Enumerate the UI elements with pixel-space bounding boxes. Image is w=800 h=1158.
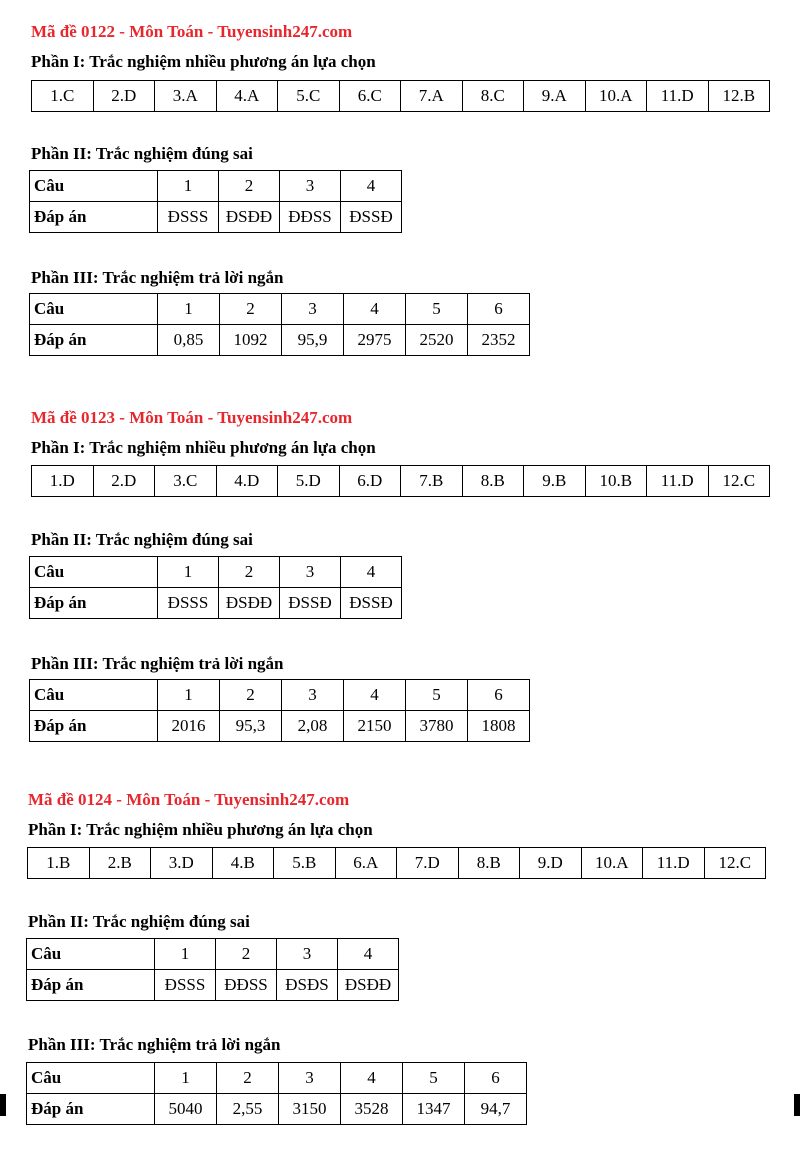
answer-cell: 2.D: [93, 81, 155, 112]
part3-answer-table: [29, 679, 530, 742]
question-number: 3: [277, 939, 338, 970]
answer-cell: 11.D: [647, 466, 709, 497]
part1-title: Phần I: Trắc nghiệm nhiều phương án lựa chọn: [28, 820, 373, 839]
table-row: [30, 680, 530, 711]
part3-title: Phần III: Trắc nghiệm trả lời ngắn: [31, 268, 284, 287]
part1-title: Phần I: Trắc nghiệm nhiều phương án lựa chọn: [31, 52, 376, 71]
answer-cell: ĐSĐS: [277, 970, 338, 1001]
answer-cell: 95,9: [282, 325, 344, 356]
question-number: 1: [158, 294, 220, 325]
table-row: [32, 81, 770, 112]
question-number: 4: [341, 171, 402, 202]
question-number: 4: [341, 557, 402, 588]
answer-cell: 9.A: [524, 81, 586, 112]
part2-title: Phần II: Trắc nghiệm đúng sai: [31, 530, 253, 549]
answer-cell: 6.C: [339, 81, 401, 112]
answer-cell: 3528: [341, 1094, 403, 1125]
part2-answer-table: [29, 556, 402, 619]
answer-cell: ĐSSS: [155, 970, 216, 1001]
answer-cell: 6.D: [339, 466, 401, 497]
answer-cell: 6.A: [335, 848, 397, 879]
answer-cell: ĐSSĐ: [341, 202, 402, 233]
answer-cell: 1092: [220, 325, 282, 356]
table-row: [27, 1063, 527, 1094]
answer-cell: 95,3: [220, 711, 282, 742]
answer-header: Đáp án: [27, 1094, 155, 1125]
table-row: [30, 171, 402, 202]
answer-cell: ĐĐSS: [216, 970, 277, 1001]
table-row: [30, 588, 402, 619]
table-row: [27, 1094, 527, 1125]
answer-cell: 4.D: [216, 466, 278, 497]
answer-header: Đáp án: [30, 325, 158, 356]
table-row: [30, 557, 402, 588]
answer-cell: 3.D: [151, 848, 213, 879]
answer-cell: ĐSSS: [158, 588, 219, 619]
answer-cell: 1808: [468, 711, 530, 742]
question-number: 3: [282, 680, 344, 711]
question-number: 5: [406, 680, 468, 711]
table-row: [30, 294, 530, 325]
answer-cell: 11.D: [643, 848, 705, 879]
question-header: Câu: [30, 294, 158, 325]
answer-cell: 12.C: [708, 466, 770, 497]
answer-cell: 4.A: [216, 81, 278, 112]
question-number: 1: [155, 939, 216, 970]
table-row: [30, 202, 402, 233]
question-header: Câu: [27, 939, 155, 970]
table-row: [27, 939, 399, 970]
part3-title: Phần III: Trắc nghiệm trả lời ngắn: [31, 654, 284, 673]
answer-cell: 2.B: [89, 848, 151, 879]
answer-cell: 5.C: [278, 81, 340, 112]
answer-cell: 94,7: [465, 1094, 527, 1125]
answer-cell: 2975: [344, 325, 406, 356]
table-row: [28, 848, 766, 879]
answer-cell: 2352: [468, 325, 530, 356]
answer-cell: 7.A: [401, 81, 463, 112]
part1-title: Phần I: Trắc nghiệm nhiều phương án lựa chọn: [31, 438, 376, 457]
answer-cell: 1.D: [32, 466, 94, 497]
question-number: 2: [220, 680, 282, 711]
question-number: 2: [217, 1063, 279, 1094]
question-number: 3: [280, 557, 341, 588]
answer-cell: ĐSSĐ: [280, 588, 341, 619]
answer-header: Đáp án: [30, 588, 158, 619]
answer-cell: 9.D: [520, 848, 582, 879]
part3-title: Phần III: Trắc nghiệm trả lời ngắn: [28, 1035, 281, 1054]
question-number: 1: [158, 171, 219, 202]
answer-cell: 9.B: [524, 466, 586, 497]
answer-cell: 12.C: [704, 848, 766, 879]
table-row: [27, 970, 399, 1001]
answer-cell: ĐSĐĐ: [219, 588, 280, 619]
question-number: 5: [406, 294, 468, 325]
question-number: 6: [465, 1063, 527, 1094]
page-edge-mark: [0, 1094, 6, 1116]
table-row: [32, 466, 770, 497]
question-number: 2: [220, 294, 282, 325]
part2-title: Phần II: Trắc nghiệm đúng sai: [28, 912, 250, 931]
answer-cell: 5.B: [274, 848, 336, 879]
answer-cell: 1.C: [32, 81, 94, 112]
question-number: 1: [158, 680, 220, 711]
answer-cell: ĐSĐĐ: [219, 202, 280, 233]
question-number: 2: [219, 557, 280, 588]
answer-cell: 7.B: [401, 466, 463, 497]
answer-cell: 0,85: [158, 325, 220, 356]
part3-answer-table: [29, 293, 530, 356]
part2-title: Phần II: Trắc nghiệm đúng sai: [31, 144, 253, 163]
page-edge-mark: [794, 1094, 800, 1116]
answer-cell: ĐSĐĐ: [338, 970, 399, 1001]
answer-cell: 2.D: [93, 466, 155, 497]
answer-cell: ĐSSS: [158, 202, 219, 233]
answer-cell: 10.A: [585, 81, 647, 112]
answer-header: Đáp án: [30, 202, 158, 233]
answer-cell: 8.B: [462, 466, 524, 497]
answer-header: Đáp án: [30, 711, 158, 742]
question-number: 4: [344, 680, 406, 711]
exam-code-title: Mã đề 0124 - Môn Toán - Tuyensinh247.com: [28, 790, 350, 809]
answer-cell: 2150: [344, 711, 406, 742]
answer-cell: 5040: [155, 1094, 217, 1125]
question-number: 3: [282, 294, 344, 325]
answer-cell: 7.D: [397, 848, 459, 879]
question-number: 3: [280, 171, 341, 202]
answer-cell: 10.A: [581, 848, 643, 879]
part1-answer-table: [31, 80, 770, 112]
answer-cell: 5.D: [278, 466, 340, 497]
question-header: Câu: [30, 680, 158, 711]
question-header: Câu: [30, 557, 158, 588]
answer-cell: 1347: [403, 1094, 465, 1125]
table-row: [30, 325, 530, 356]
question-number: 1: [155, 1063, 217, 1094]
answer-cell: 4.B: [212, 848, 274, 879]
answer-cell: 3.A: [155, 81, 217, 112]
answer-cell: 3150: [279, 1094, 341, 1125]
question-number: 6: [468, 294, 530, 325]
answer-header: Đáp án: [27, 970, 155, 1001]
answer-cell: 2,55: [217, 1094, 279, 1125]
part3-answer-table: [26, 1062, 527, 1125]
question-number: 5: [403, 1063, 465, 1094]
question-number: 4: [344, 294, 406, 325]
answer-cell: 2520: [406, 325, 468, 356]
part2-answer-table: [29, 170, 402, 233]
question-number: 6: [468, 680, 530, 711]
question-number: 4: [341, 1063, 403, 1094]
answer-cell: 2016: [158, 711, 220, 742]
part2-answer-table: [26, 938, 399, 1001]
answer-cell: 10.B: [585, 466, 647, 497]
answer-cell: 8.C: [462, 81, 524, 112]
answer-cell: 3.C: [155, 466, 217, 497]
part1-answer-table: [27, 847, 766, 879]
answer-cell: 2,08: [282, 711, 344, 742]
exam-code-title: Mã đề 0123 - Môn Toán - Tuyensinh247.com: [31, 408, 353, 427]
answer-cell: 3780: [406, 711, 468, 742]
question-number: 2: [219, 171, 280, 202]
question-number: 4: [338, 939, 399, 970]
answer-cell: 1.B: [28, 848, 90, 879]
answer-cell: 11.D: [647, 81, 709, 112]
exam-code-title: Mã đề 0122 - Môn Toán - Tuyensinh247.com: [31, 22, 353, 41]
question-number: 3: [279, 1063, 341, 1094]
answer-cell: 12.B: [708, 81, 770, 112]
answer-cell: ĐĐSS: [280, 202, 341, 233]
question-number: 1: [158, 557, 219, 588]
question-number: 2: [216, 939, 277, 970]
part1-answer-table: [31, 465, 770, 497]
answer-cell: 8.B: [458, 848, 520, 879]
question-header: Câu: [27, 1063, 155, 1094]
answer-cell: ĐSSĐ: [341, 588, 402, 619]
question-header: Câu: [30, 171, 158, 202]
table-row: [30, 711, 530, 742]
